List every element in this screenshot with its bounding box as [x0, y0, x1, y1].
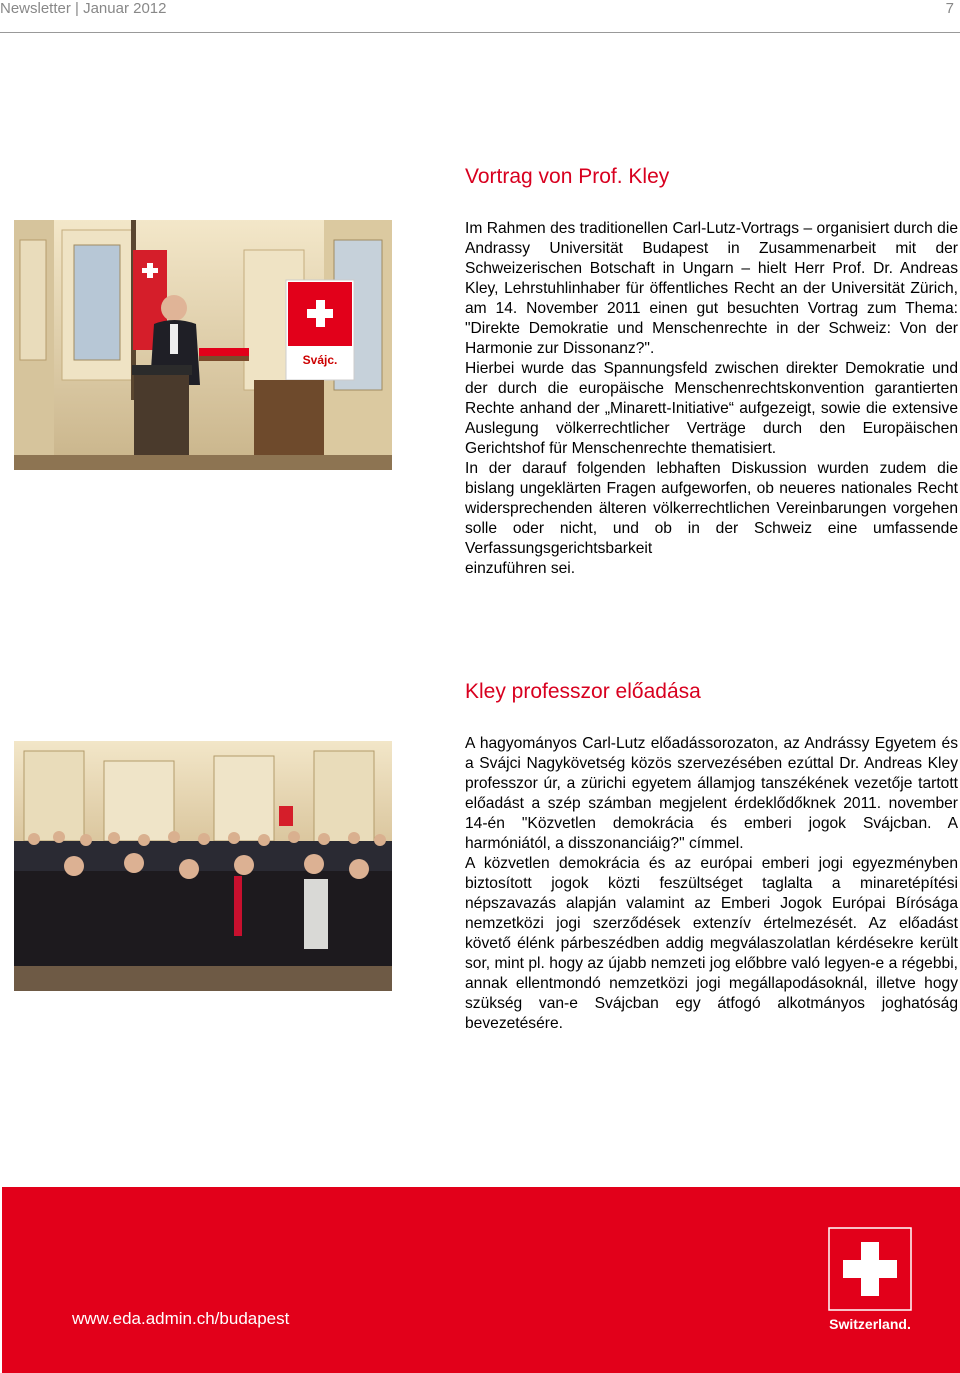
audience-photo — [14, 741, 392, 991]
banner-text: Svájc. — [302, 353, 338, 367]
lecture-photo — [14, 220, 392, 470]
page-number: 7 — [945, 0, 954, 17]
logo-text: Switzerland. — [829, 1316, 911, 1332]
paragraph: In der darauf folgenden lebhaften Diskussion wurden zudem die bislang ungeklärten Fragen aufgeworfen, ob neueres nationales Recht widersprechenden älteren völkerrechtlichen Vereinbarungen vorgehen solle oder nicht, und ob in der Schweiz eine umfassende Verfassungsgerichtsbarkeit — [465, 460, 958, 557]
article-body-de — [465, 219, 958, 579]
paragraph: A hagyományos Carl-Lutz előadássorozaton, az Andrássy Egyetem és a Svájci Nagykövetség közös szervezésében ezúttal Dr. Andreas Kley professzor úr, a zürichi egyetem államjog tanszékének vezetője tartott előadást a szép számban megjelent érdeklődőknek 2011. november 14-én "Közvetlen demokrácia és emberi jogok Svájcban. A harmóniától, a disszonanciáig?" címmel. — [465, 735, 958, 852]
footer-banner — [2, 1187, 960, 1373]
paragraph: einzuführen sei. — [465, 560, 576, 577]
page-header — [0, 0, 960, 33]
switzerland-logo — [828, 1227, 912, 1333]
section-heading-de: Vortrag von Prof. Kley — [465, 165, 670, 188]
article-body-hu — [465, 734, 958, 1034]
paragraph: A közvetlen demokrácia és az európai emberi jogi egyezményben biztosított jogok közti feszültséget taglalta a minaretépítési népszavazás alapján valamint az Emberi Jogok Európai Bírósága nemzetközi jogi szerződések extenzív értelmezését. Az előadást követő élénk párbeszédben addig megválaszolatlan kérdésekre került sor, mint pl. hogy az újabb nemzeti jog előbbre való legyen-e a régebbi, annak ellentmondó nemzetközi jogi megállapodásoknál, illetve hogy szükség van-e Svájcban egy átfogó alkotmányos joghatóság bevezetésére. — [465, 855, 958, 1032]
paragraph: Im Rahmen des traditionellen Carl-Lutz-Vortrags – organisiert durch die Andrassy Universität Budapest in Zusammenarbeit mit der Schweizerischen Botschaft in Ungarn – hielt Herr Prof. Dr. Andreas Kley, Lehrstuhlinhaber für öffentliches Recht an der Universität Zürich, am 14. November 2011 einen gut besuchten Vortrag zum Thema: "Direkte Demokratie und Menschenrechte in der Schweiz: Von der Harmonie zur Dissonanz?". — [465, 220, 958, 357]
website-link[interactable]: www.eda.admin.ch/budapest — [72, 1309, 290, 1328]
section-heading-hu: Kley professzor előadása — [465, 680, 701, 703]
paragraph: Hierbei wurde das Spannungsfeld zwischen direkter Demokratie und der durch die europäische Menschenrechtskonvention garantierten Rechte anhand der „Minarett-Initiative“ aufgezeigt, sowie die extensive Auslegung völkerrechtlicher Verträge durch den Europäischen Gerichtshof für Menschenrechte thematisiert. — [465, 360, 958, 457]
newsletter-title: Newsletter | Januar 2012 — [0, 0, 167, 17]
